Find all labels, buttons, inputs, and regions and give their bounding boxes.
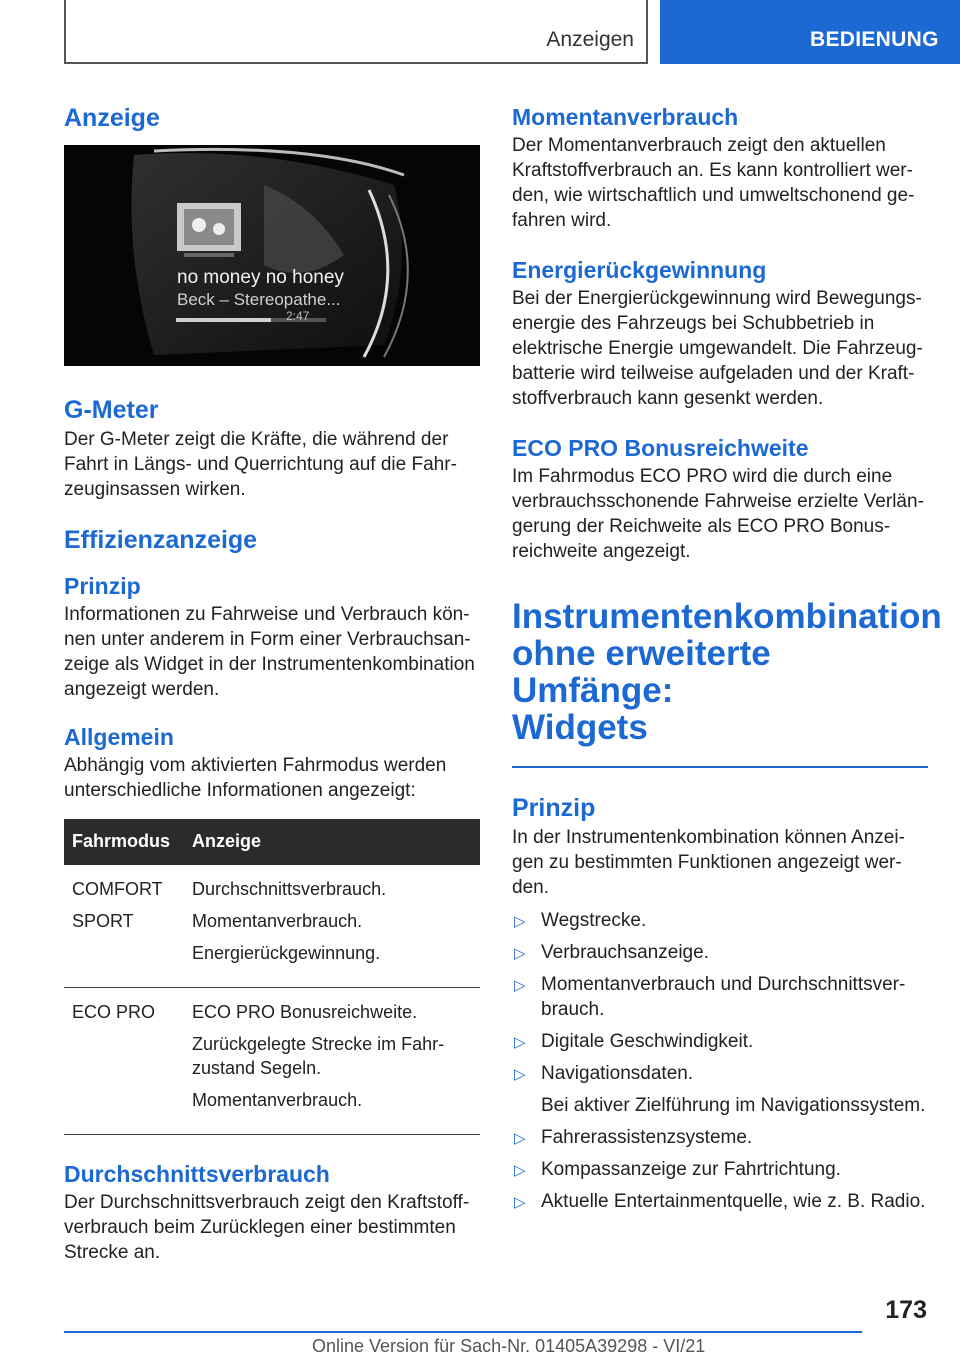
triangle-bullet-icon: ▷ [514,945,526,962]
table-cell-mode: ECO PRO [72,1002,156,1022]
list-item: ▷ Wegstrecke. [512,908,928,933]
triangle-bullet-icon: ▷ [514,1034,526,1051]
heading-gmeter: G-Meter [64,396,159,424]
list-item: ▷ Momentanverbrauch und Durchschnittsverbrauch. [514,974,906,1020]
table-cell-value: Zurückgelegte Strecke im Fahrzustand Segeln. [192,1034,445,1078]
triangle-bullet-icon: ▷ [514,1130,526,1147]
triangle-bullet-icon: ▷ [514,1194,526,1211]
table-header-fahrmodus: Fahrmodus [64,819,184,865]
display-photo [64,145,480,366]
right-column [512,100,942,1221]
song-artist: Beck – Stereopathe... [177,290,341,309]
song-title: no money no honey [177,267,344,288]
heading-prinzip-right: Prinzip [512,794,596,822]
fahrmodus-table [64,819,480,1135]
big-title-line: Widgets [512,708,648,747]
table-cell-mode: SPORT [72,911,134,931]
left-column [64,100,480,1265]
list-item: ▷ Verbrauchsanzeige. [512,940,928,965]
heading-effizienzanzeige: Effizienzanzeige [64,526,258,554]
table-row [64,865,480,988]
big-title-line: ohne erweiterte Umfänge: [512,634,771,710]
durchschnitt-text: Der Durchschnittsverbrauch zeigt den Kraftstoffverbrauch beim Zurücklegen einer bestimmten Strecke an. [64,1192,470,1263]
heading-prinzip-left: Prinzip [64,573,141,599]
list-item: ▷ Aktuelle Entertainmentquelle, wie z. B. Radio. [512,1189,928,1214]
page-number: 173 [885,1296,927,1324]
triangle-bullet-icon: ▷ [514,1162,526,1179]
table-row [64,988,480,1135]
triangle-bullet-icon: ▷ [514,1066,526,1083]
eco-text: Im Fahrmodus ECO PRO wird die durch eine verbrauchsschonende Fahrweise erzielte Verlängerung der Reichweite als ECO PRO Bonusreichweite angezeigt. [512,466,924,562]
heading-energierueckgewinnung: Energierückgewinnung [512,257,767,283]
display-photo-graphic [64,145,480,366]
big-title-line: Instrumentenkombination [512,597,942,636]
song-time: 2:47 [286,309,310,323]
triangle-bullet-icon: ▷ [514,977,526,994]
table-cell-value: Momentanverbrauch. [192,911,363,931]
energie-text: Bei der Energierückgewinnung wird Bewegungsenergie des Fahrzeugs bei Schubbetrieb in elektrische Energie umgewandelt. Die Fahrzeugbatterie wird teilweise aufgeladen und der Kraftstoffverbrauch kann gesenkt werden. [512,288,923,409]
heading-momentanverbrauch: Momentanverbrauch [512,104,739,130]
footer-divider [64,1331,862,1333]
moment-text: Der Momentanverbrauch zeigt den aktuellen Kraftstoffverbrauch an. Es kann kontrolliert werden, wie wirtschaftlich und umweltschonend gefahren wird. [512,135,915,231]
table-cell-value: ECO PRO Bonusreichweite. [192,1002,418,1022]
table-cell-value: Momentanverbrauch. [192,1090,363,1110]
list-item-subtext: Bei aktiver Zielführung im Navigationssystem. [541,1095,926,1116]
widget-list [512,908,928,1214]
section-divider [512,766,928,768]
list-item: ▷ Kompassanzeige zur Fahrtrichtung. [512,1157,928,1182]
header-chapter-tab: BEDIENUNG [660,0,960,64]
heading-durchschnittsverbrauch: Durchschnittsverbrauch [64,1161,330,1187]
heading-instrumentenkombination [512,597,942,747]
heading-allgemein: Allgemein [64,724,174,750]
header-section-title: Anzeigen [546,28,634,51]
table-cell-value: Energierückgewinnung. [192,943,381,963]
heading-anzeige: Anzeige [64,104,160,132]
list-item: ▷ Digitale Geschwindigkeit. [512,1029,928,1054]
list-item: ▷ Fahrerassistenzsysteme. [512,1125,928,1150]
heading-eco-pro: ECO PRO Bonusreichweite [512,435,809,461]
prinzip-text-left: Informationen zu Fahrweise und Verbrauch können unter anderem in Form einer Verbrauchsanzeige als Widget in der Instrumentenkombination angezeigt werden. [64,604,475,700]
gmeter-text: Der G-Meter zeigt die Kräfte, die während der Fahrt in Längs- und Querrichtung auf die Fahrzeuginsassen wirken. [64,429,457,500]
list-item: ▷ Navigationsdaten. Bei aktiver Zielführung im Navigationssystem. [512,1061,928,1118]
triangle-bullet-icon: ▷ [514,913,526,930]
table-cell-value: Durchschnittsverbrauch. [192,879,387,899]
table-header-anzeige: Anzeige [184,819,480,865]
footer-version-text: Online Version für Sach-Nr. 01405A39298 - VI/21 [312,1336,706,1356]
prinzip-text-right: In der Instrumentenkombination können Anzeigen zu bestimmten Funktionen angezeigt werden. [512,827,905,898]
allgemein-text: Abhängig vom aktivierten Fahrmodus werden unterschiedliche Informationen angezeigt: [64,755,447,801]
table-cell-mode: COMFORT [72,879,163,899]
